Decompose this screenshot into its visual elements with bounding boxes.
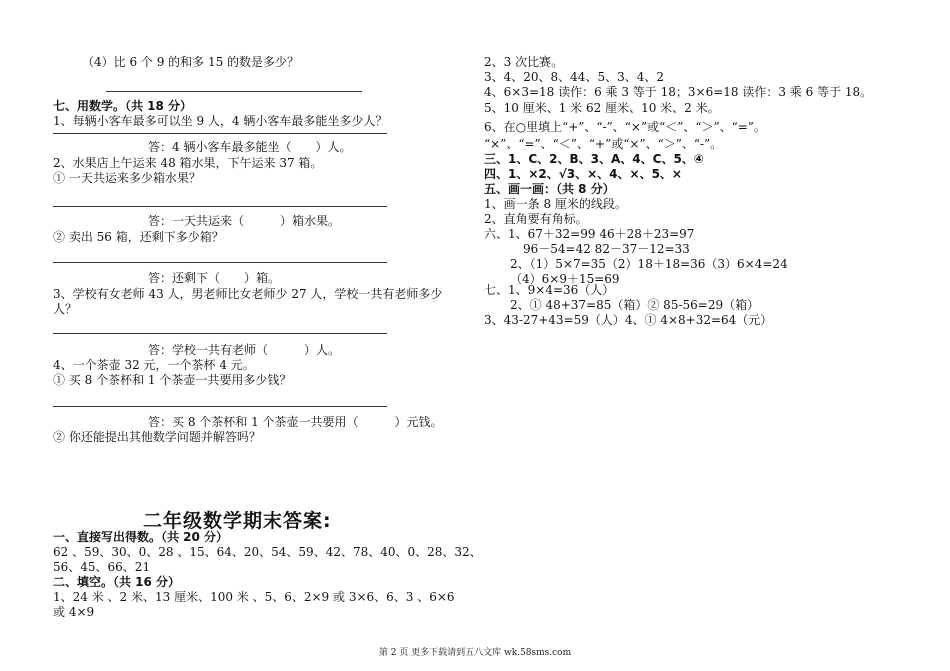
answer-r11: 2、直角要有角标。: [484, 212, 588, 226]
answer-section-1-title: 一、直接写出得数。（共 20 分）: [53, 530, 229, 544]
answer-1: 答：4 辆小客车最多能坐（ ）人。: [148, 140, 352, 154]
answer-r16: 七、1、9×4=36（人）: [484, 283, 615, 297]
answer-line: [53, 262, 387, 263]
answer-r10: 1、画一条 8 厘米的线段。: [484, 197, 627, 211]
answer-r1: 2、3 次比赛。: [484, 55, 564, 69]
answer-section-1-line-1: 62 、59、30、0、28 、15、64、20、54、59、42、78、40、0、28、32、: [53, 545, 482, 559]
answer-r8: 四、1、×2、√3、×、4、×、5、×: [484, 167, 682, 181]
answer-r12: 六、1、67＋32=99 46＋28＋23=97: [484, 227, 695, 241]
answer-r7: 三、1、C、2、B、3、A、4、C、5、④: [484, 152, 704, 166]
problem-4: 4、一个茶壶 32 元，一个茶杯 4 元。: [53, 358, 255, 372]
answer-section-1-line-2: 56、45、66、21: [53, 560, 151, 574]
problem-1: 1、每辆小客车最多可以坐 9 人，4 辆小客车最多能坐多少人？: [53, 114, 388, 128]
answer-r17: 2、① 48+37=85（箱）② 85-56=29（箱）: [510, 298, 760, 312]
answer-r6: “×”、“=”、“＜”、“+”或“×”、“＞”、“-”。: [484, 137, 723, 151]
problem-4-1: ① 买 8 个茶杯和 1 个茶壶一共要用多少钱？: [53, 373, 292, 387]
page-footer: 第 2 页 更多下载请到五八文库 wk.58sms.com: [378, 648, 572, 658]
answer-r2: 3、4、20、8、44、5、3、4、2: [484, 70, 664, 84]
problem-2-1: ① 一天共运来多少箱水果？: [53, 171, 201, 185]
problem-2-2: ② 卖出 56 箱，还剩下多少箱？: [53, 230, 224, 244]
answer-r15: （4）6×9＋15=69: [510, 272, 620, 286]
answer-r5: 6、在○里填上“+”、“-”、“×”或“＜”、“＞”、“=”。: [484, 120, 766, 134]
answer-section-2-title: 二、填空。（共 16 分）: [53, 575, 181, 589]
answer-line: [53, 206, 387, 207]
answer-section-2-line-2: 或 4×9: [53, 605, 95, 619]
problem-3-line-2: 人？: [53, 302, 78, 316]
problem-2: 2、水果店上午运来 48 箱水果，下午运来 37 箱。: [53, 156, 323, 170]
answer-2-2: 答：还剩下（ ）箱。: [148, 271, 281, 285]
answer-line: [53, 333, 387, 334]
answer-r14: 2、（1）5×7=35（2）18＋18=36（3）6×4=24: [510, 257, 788, 271]
answer-key-title: 二年级数学期末答案:: [143, 510, 332, 532]
answer-r4: 5、10 厘米、1 米 62 厘米、10 米、2 米。: [484, 101, 720, 115]
problem-4-2: ② 你还能提出其他数学问题并解答吗？: [53, 430, 261, 444]
answer-r9: 五、画一画：（共 8 分）: [484, 182, 615, 196]
question-4-6: （4）比 6 个 9 的和多 15 的数是多少？: [82, 55, 300, 69]
answer-line: [106, 91, 362, 92]
answer-4-1: 答：买 8 个茶杯和 1 个茶壶一共要用（ ）元钱。: [148, 415, 443, 429]
answer-r18: 3、43-27+43=59（人）4、① 4×8+32=64（元）: [484, 313, 773, 327]
answer-line: [53, 406, 387, 407]
answer-2-1: 答：一天共运来（ ）箱水果。: [148, 214, 341, 228]
answer-section-2-line-1: 1、24 米 、2 米、13 厘米、100 米 、5、6、2×9 或 3×6、6、3 、6×6: [53, 590, 455, 604]
problem-3-line-1: 3、学校有女老师 43 人，男老师比女老师少 27 人，学校一共有老师多少: [53, 287, 443, 301]
answer-r3: 4、6×3=18 读作：6 乘 3 等于 18；3×6=18 读作：3 乘 6 等于 18。: [484, 85, 873, 99]
answer-3: 答：学校一共有老师（ ）人。: [148, 343, 341, 357]
answer-r13: 96－54=42 82－37－12=33: [523, 242, 690, 256]
answer-line: [53, 133, 387, 134]
section-7-title: 七、用数学。（共 18 分）: [53, 99, 193, 113]
